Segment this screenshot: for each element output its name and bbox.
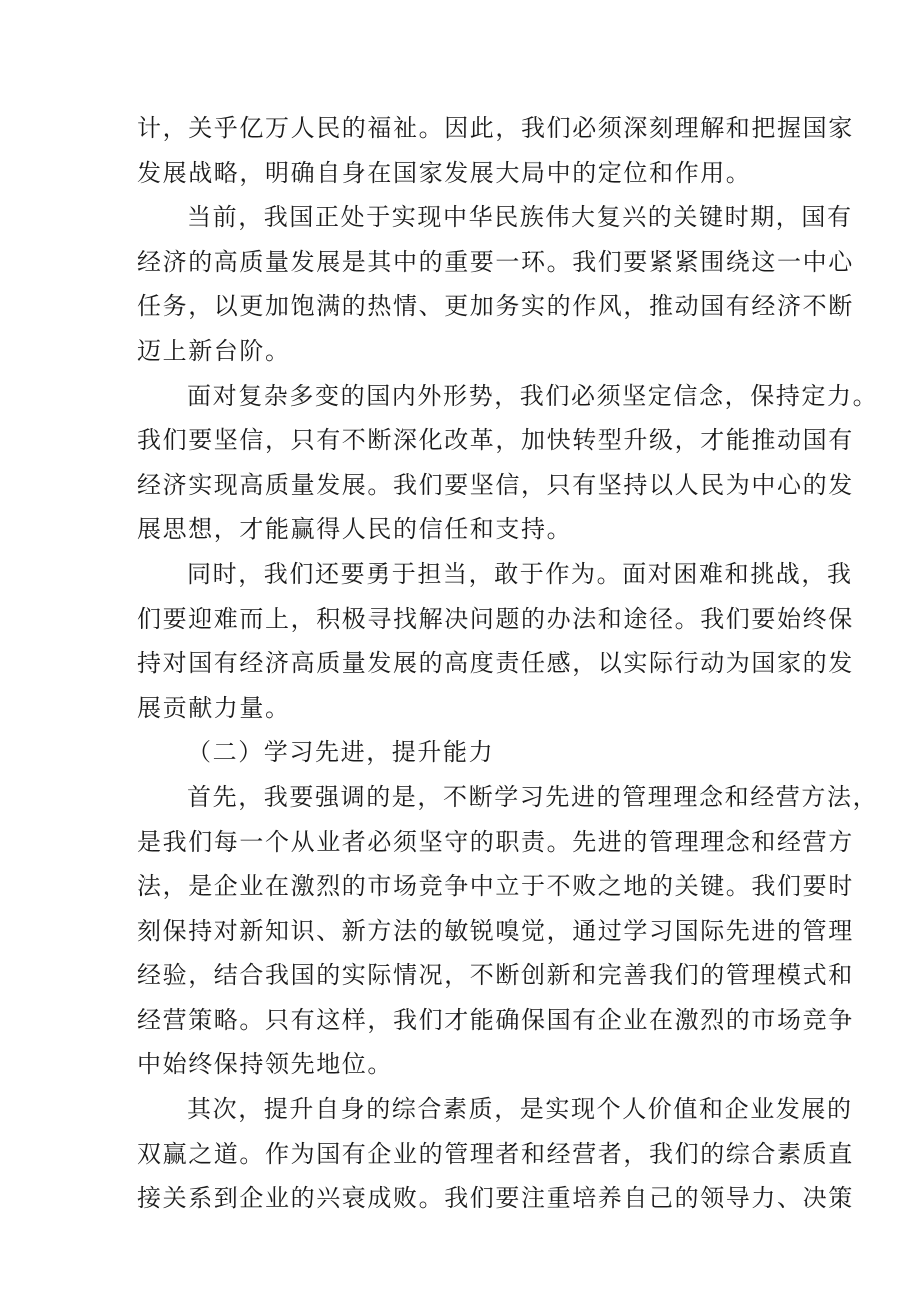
text-line: 们要迎难而上，积极寻找解决问题的办法和途径。我们要始终保	[137, 604, 854, 633]
paragraph-start-line: 其次，提升自身的综合素质，是实现个人价值和企业发展的	[187, 1095, 853, 1124]
section-heading: （二）学习先进，提升能力	[187, 738, 495, 767]
text-line: 发展战略，明确自身在国家发展大局中的定位和作用。	[137, 158, 752, 187]
text-line: 任务，以更加饱满的热情、更加务实的作风，推动国有经济不断	[137, 292, 854, 321]
text-line: 展贡献力量。	[137, 693, 291, 722]
text-line: 中始终保持领先地位。	[137, 1050, 393, 1079]
text-line: 我们要坚信，只有不断深化改革，加快转型升级，才能推动国有	[137, 426, 854, 455]
text-line: 持对国有经济高质量发展的高度责任感，以实际行动为国家的发	[137, 649, 854, 678]
text-line: 接关系到企业的兴衰成败。我们要注重培养自己的领导力、决策	[137, 1184, 854, 1213]
document-body	[137, 106, 879, 1221]
text-line: 双赢之道。作为国有企业的管理者和经营者，我们的综合素质直	[137, 1139, 854, 1168]
text-line: 经济实现高质量发展。我们要坚信，只有坚持以人民为中心的发	[137, 470, 854, 499]
text-line: 经营策略。只有这样，我们才能确保国有企业在激烈的市场竞争	[137, 1005, 854, 1034]
paragraph-start-line: 当前，我国正处于实现中华民族伟大复兴的关键时期，国有	[187, 203, 853, 232]
text-line: 经济的高质量发展是其中的重要一环。我们要紧紧围绕这一中心	[137, 247, 854, 276]
text-line: 经验，结合我国的实际情况，不断创新和完善我们的管理模式和	[137, 961, 854, 990]
text-line: 计，关乎亿万人民的福祉。因此，我们必须深刻理解和把握国家	[137, 114, 854, 142]
text-line: 刻保持对新知识、新方法的敏锐嗅觉，通过学习国际先进的管理	[137, 916, 854, 945]
text-line: 迈上新台阶。	[137, 336, 291, 365]
text-line: 展思想，才能赢得人民的信任和支持。	[137, 515, 573, 544]
paragraph-start-line: 首先，我要强调的是，不断学习先进的管理理念和经营方法，	[187, 782, 879, 811]
text-line: 法，是企业在激烈的市场竞争中立于不败之地的关键。我们要时	[137, 872, 854, 901]
paragraph-start-line: 同时，我们还要勇于担当，敢于作为。面对困难和挑战，我	[187, 559, 853, 588]
text-line: 是我们每一个从业者必须坚守的职责。先进的管理理念和经营方	[137, 827, 854, 856]
paragraph-start-line: 面对复杂多变的国内外形势，我们必须坚定信念，保持定力。	[187, 381, 879, 410]
